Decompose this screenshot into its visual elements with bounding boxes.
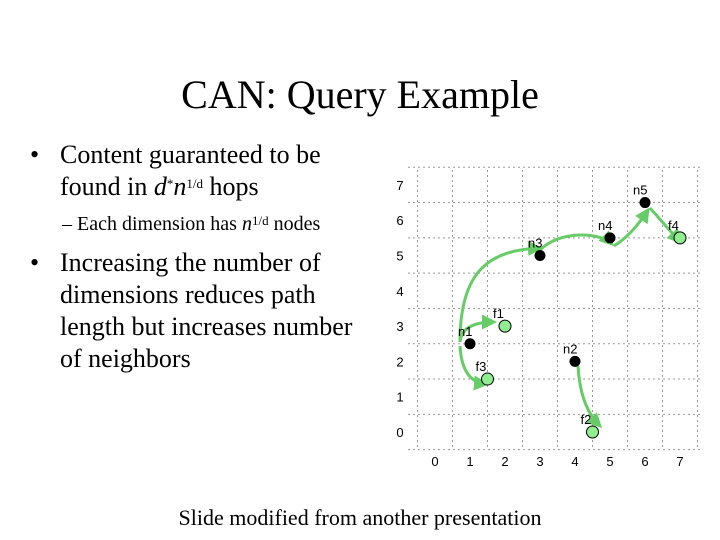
x-tick-label: 1	[466, 454, 474, 469]
nodes	[458, 183, 686, 438]
y-tick-label: 7	[396, 177, 404, 193]
bullet-marker: •	[30, 140, 40, 169]
node-label-n4: n4	[598, 217, 613, 233]
node-n3	[535, 251, 545, 261]
node-label-n3: n3	[528, 235, 543, 251]
node-label-f1: f1	[493, 306, 504, 322]
x-tick-label: 5	[606, 454, 614, 469]
node-label-f4: f4	[668, 217, 679, 233]
bullet-2-line-1: Increasing the number of	[60, 248, 321, 277]
sub-var-n: n	[241, 213, 252, 235]
x-tick-label: 2	[501, 454, 509, 469]
node-n4	[605, 233, 615, 243]
node-label-f2: f2	[580, 412, 592, 427]
grid-lines	[408, 167, 700, 450]
y-tick-label: 1	[396, 389, 404, 405]
node-label-n2: n2	[563, 341, 578, 357]
node-n1	[465, 339, 475, 349]
multiply-star: *	[166, 176, 174, 191]
y-tick-label: 0	[396, 425, 404, 440]
node-f1	[499, 320, 511, 332]
sub-suffix: nodes	[268, 213, 321, 235]
slide-footer: Slide modified from another presentation	[178, 505, 542, 530]
node-f4	[674, 232, 686, 244]
node-f2	[587, 426, 599, 438]
x-tick-label: 0	[431, 454, 439, 469]
node-label-n1: n1	[458, 323, 473, 339]
bullet-marker: •	[30, 248, 40, 277]
y-tick-label: 4	[396, 283, 404, 299]
bullet-2-line-2: dimensions reduces path	[60, 280, 316, 309]
x-tick-label: 7	[676, 454, 684, 469]
bullet-2-line-4: of neighbors	[60, 344, 191, 373]
sub-exponent: 1/d	[251, 213, 269, 228]
bullet-2-line-3: length but increases number	[60, 312, 353, 341]
var-d: d	[153, 172, 167, 201]
node-f3	[482, 373, 494, 385]
sub-prefix: Each dimension has	[77, 213, 242, 235]
x-tick-label: 4	[571, 454, 579, 469]
node-label-f3: f3	[475, 359, 487, 375]
arrow-n3-n4	[540, 235, 612, 250]
node-n5	[640, 198, 650, 208]
x-tick-label: 6	[641, 454, 649, 469]
bullet-1-prefix: found in	[60, 172, 154, 201]
bullet-1-suffix: hops	[203, 172, 259, 201]
var-n: n	[173, 172, 187, 201]
exponent: 1/d	[186, 176, 204, 191]
y-tick-label: 5	[396, 248, 404, 264]
y-tick-label: 6	[396, 213, 404, 229]
dash-marker: –	[62, 213, 72, 235]
bullet-1-line-1: Content guaranteed to be	[60, 140, 321, 169]
slide-title: CAN: Query Example	[181, 72, 539, 117]
x-tick-label: 3	[536, 454, 544, 469]
arrow-n4-n5	[614, 210, 648, 246]
node-label-n5: n5	[633, 182, 648, 198]
y-tick-label: 3	[396, 319, 404, 335]
node-n2	[570, 356, 580, 366]
y-tick-label: 2	[396, 354, 404, 370]
